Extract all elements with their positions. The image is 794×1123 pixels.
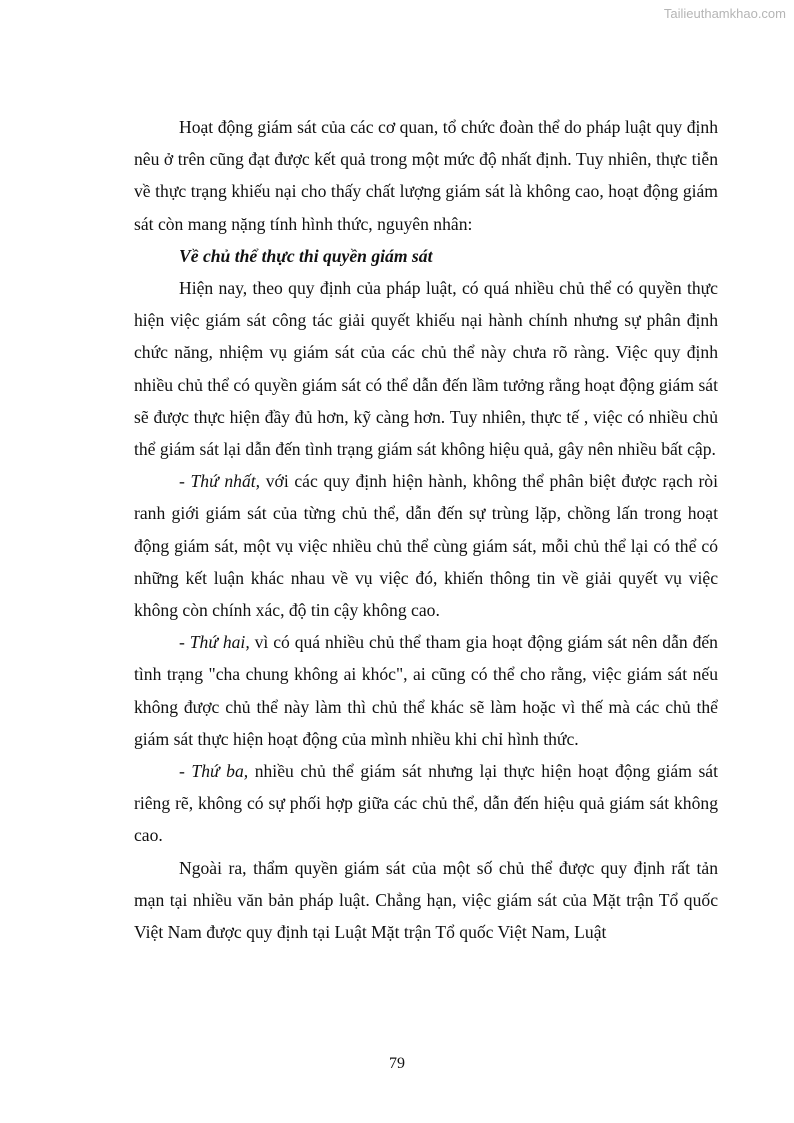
watermark: Tailieuthamkhao.com (663, 6, 786, 21)
second-point-text: vì có quá nhiều chủ thể tham gia hoạt động giám sát nên dẫn đến tình trạng "cha chung không ai khóc", ai cũng có thể cho rằng, việc giám sát nếu không được chủ thể này làm thì chủ thể khác sẽ làm hoặc vì thế mà các chủ thể giám sát thực hiện hoạt động của mình nhiều khi chỉ hình thức. (134, 632, 718, 749)
third-point-label: - Thứ ba, (179, 761, 249, 782)
paragraph-intro: Hoạt động giám sát của các cơ quan, tổ chức đoàn thể do pháp luật quy định nêu ở trên cũng đạt được kết quả trong một mức độ nhất định. Tuy nhiên, thực tiễn về thực trạng khiếu nại cho thấy chất lượng giám sát là không cao, hoạt động giám sát còn mang nặng tính hình thức, nguyên nhân: (134, 117, 718, 234)
first-point-text: với các quy định hiện hành, không thể phân biệt được rạch ròi ranh giới giám sát của từng chủ thể, dẫn đến sự trùng lặp, chồng lấn trong hoạt động giám sát, một vụ việc nhiều chủ thể cùng giám sát, mỗi chủ thể lại có thể có những kết luận khác nhau về vụ việc đó, khiến thông tin về giải quyết vụ việc không còn chính xác, độ tin cậy không cao. (134, 471, 718, 621)
paragraph-overview: Hiện nay, theo quy định của pháp luật, có quá nhiều chủ thể có quyền thực hiện việc giám sát công tác giải quyết khiếu nại hành chính nhưng sự phân định chức năng, nhiệm vụ giám sát của các chủ thể này chưa rõ ràng. Việc quy định nhiều chủ thể có quyền giám sát có thể dẫn đến lầm tưởng rằng hoạt động giám sát sẽ được thực hiện đầy đủ hơn, kỹ càng hơn. Tuy nhiên, thực tế , việc có nhiều chủ thể giám sát lại dẫn đến tình trạng giám sát không hiệu quả, gây nên nhiều bất cập. (134, 278, 718, 460)
paragraph-second-point (134, 626, 718, 755)
page-number: 79 (389, 1055, 405, 1072)
page-body (134, 111, 718, 948)
section-subheading: Về chủ thể thực thi quyền giám sát (179, 245, 433, 266)
third-point-text: nhiều chủ thể giám sát nhưng lại thực hiện hoạt động giám sát riêng rẽ, không có sự phối hợp giữa các chủ thể, dẫn đến hiệu quả giám sát không cao. (134, 761, 718, 846)
paragraph-first-point (134, 465, 718, 626)
first-point-label: - Thứ nhất, (179, 471, 261, 492)
paragraph-additional: Ngoài ra, thẩm quyền giám sát của một số chủ thể được quy định rất tản mạn tại nhiều văn bản pháp luật. Chẳng hạn, việc giám sát của Mặt trận Tổ quốc Việt Nam được quy định tại Luật Mặt trận Tổ quốc Việt Nam, Luật (134, 857, 718, 943)
second-point-label: - Thứ hai, (179, 632, 250, 653)
paragraph-third-point (134, 755, 718, 852)
